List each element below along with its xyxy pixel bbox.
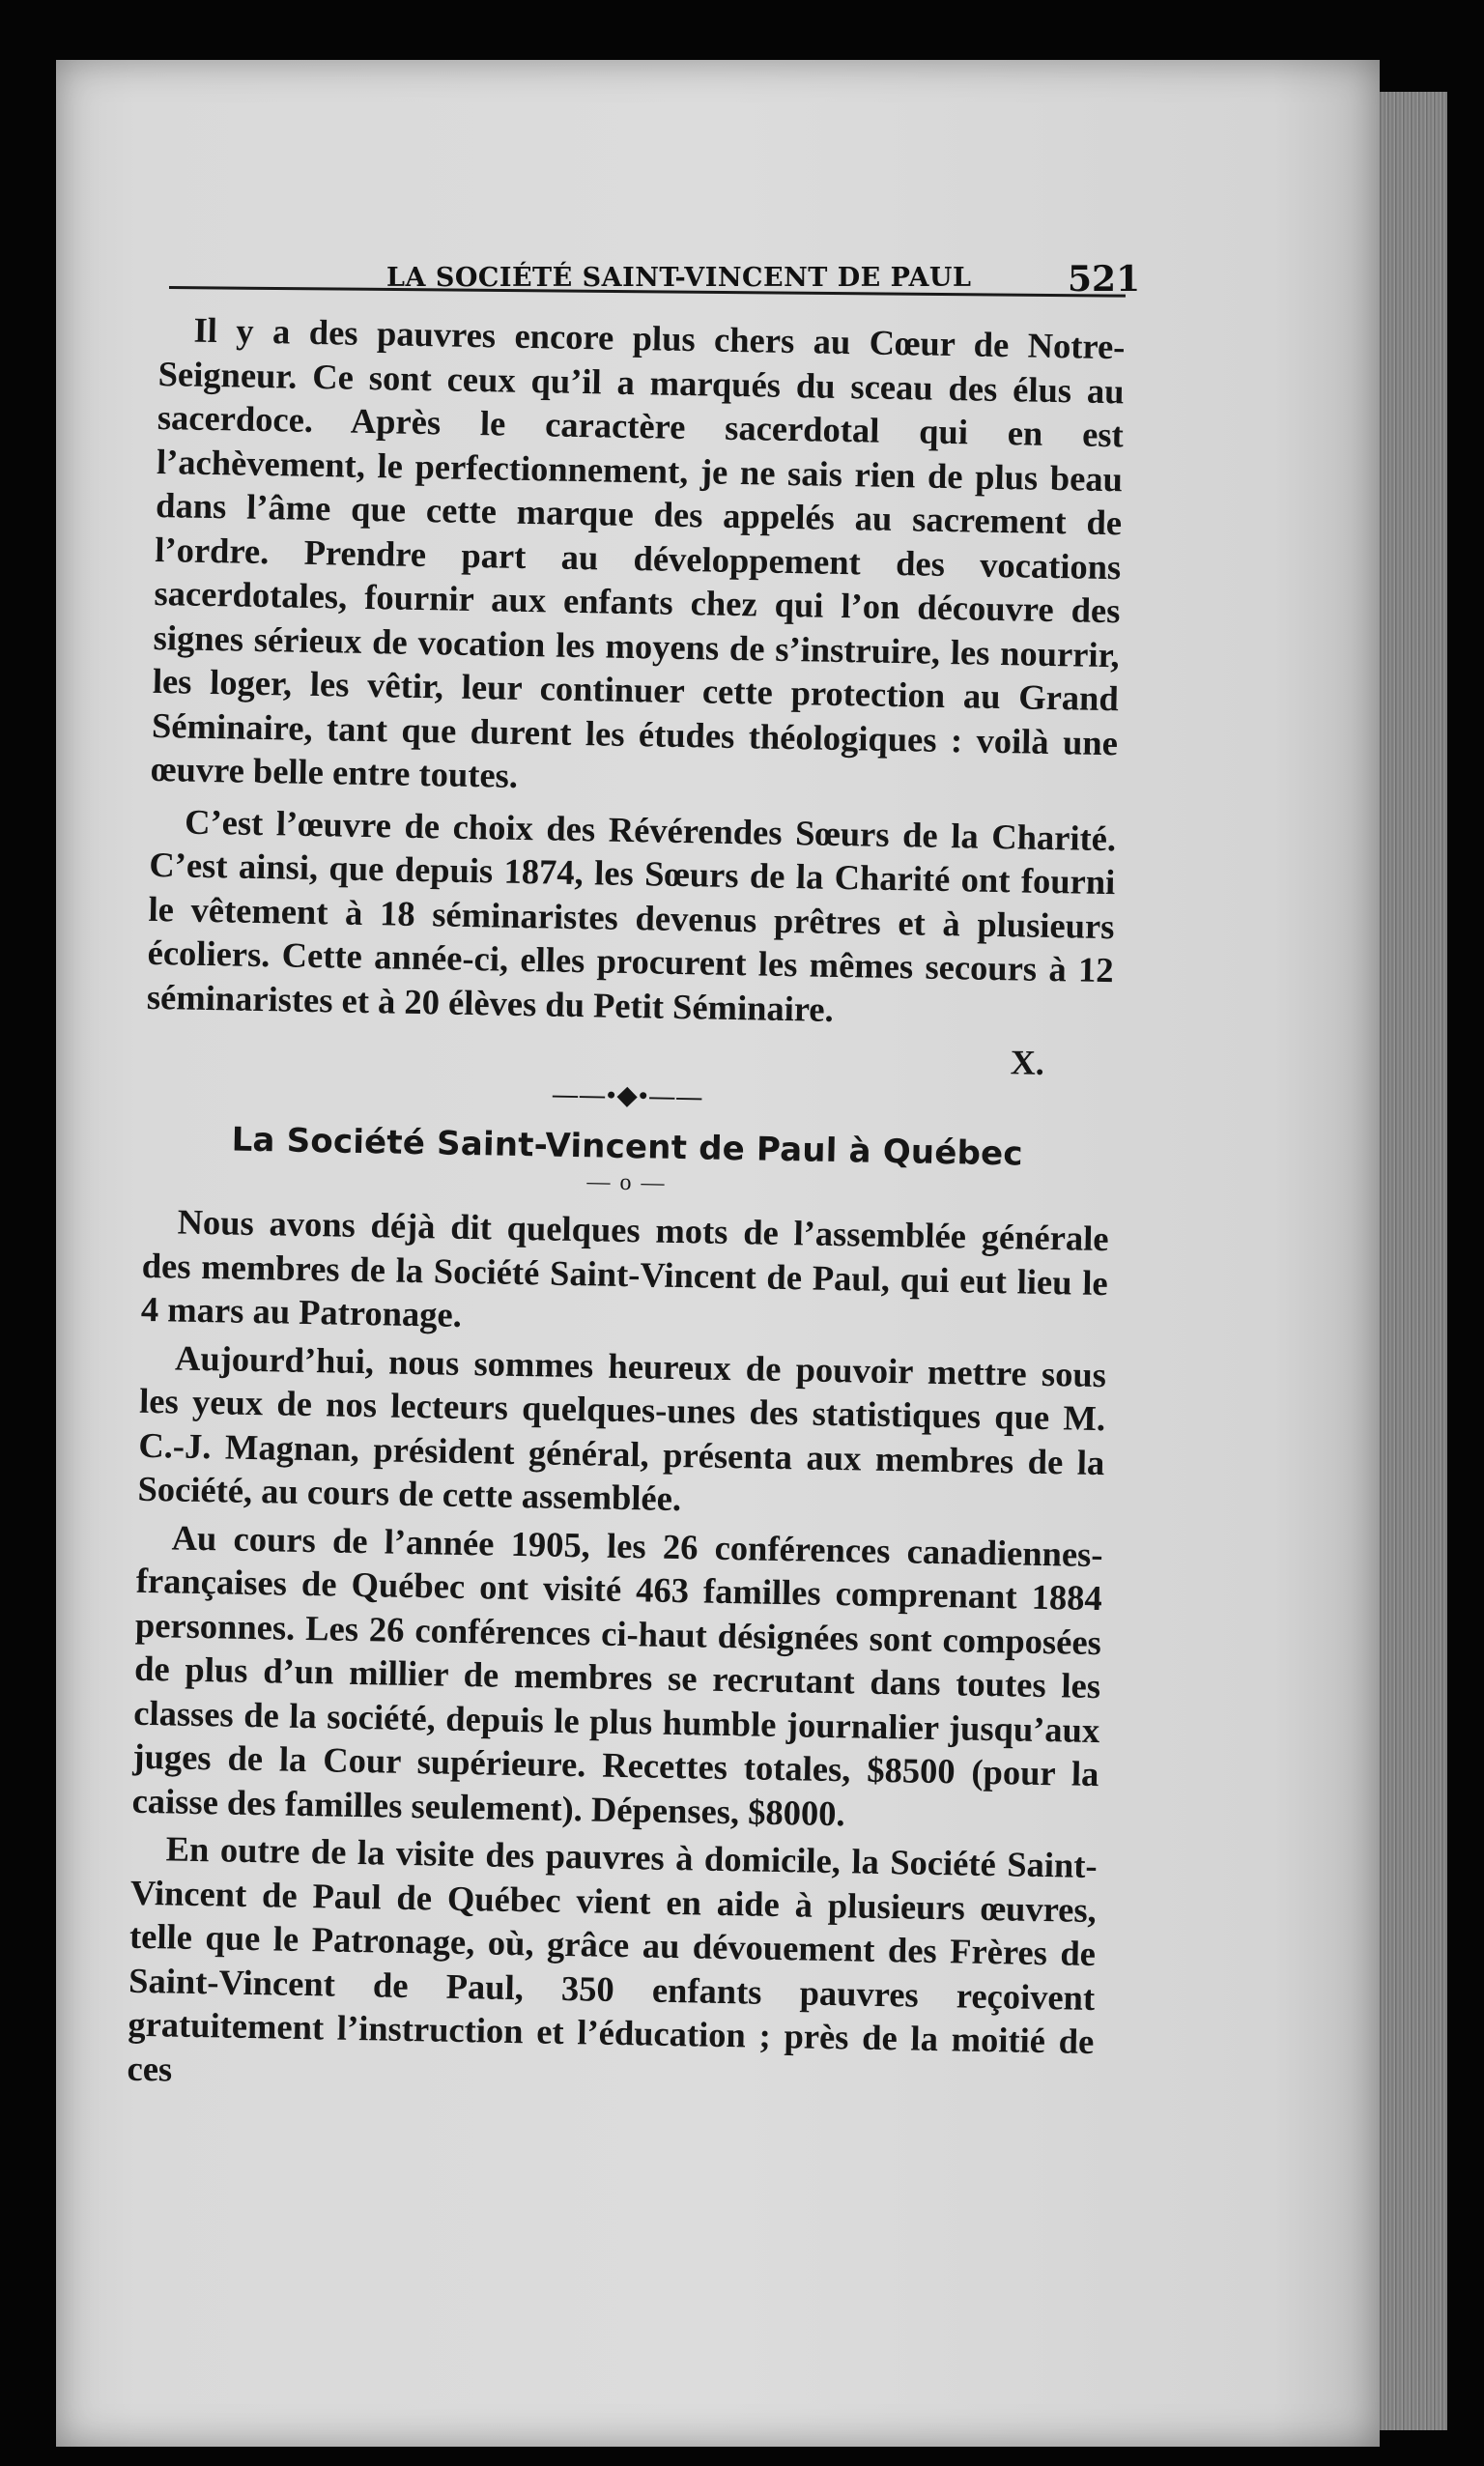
- signature: X.: [1010, 1043, 1045, 1082]
- page-edges: [1380, 92, 1447, 2430]
- running-head: LA SOCIÉTÉ SAINT-VINCENT DE PAUL: [386, 263, 972, 293]
- paragraph: En outre de la visite des pauvres à domicile, la Société Saint-Vincent de Paul de Québec vient en aide à plusieurs œuvres, telle que le Patronage, où, grâce au dévouement des Frères de Saint-Vincent de Paul, 350 enfants pauvres reçoivent gratuitement l’instruction et l’éducation ; près de la moitié de ces: [127, 1828, 1098, 2089]
- paragraph: Il y a des pauvres encore plus chers au Cœur de Notre-Seigneur. Ce sont ceux qu’il a marqués du sceau des élus au sacerdoce. Après le caractère sacerdotal qui en est l’achèvement, le perfectionnement, je ne sais rien de plus beau dans l’âme que cette marque des appelés au sacrement de l’ordre. Prendre part au développement des vocations sacerdotales, fournir aux enfants chez qui l’on découvre des signes sérieux de vocation les moyens de s’instruire, les nourrir, les loger, les vêtir, leur continuer cette protection au Grand Séminaire, tant que durent les études théologiques : voilà une œuvre belle entre toutes.: [150, 309, 1126, 795]
- paragraph: C’est l’œuvre de choix des Révérendes Sœurs de la Charité. C’est ainsi, que depuis 1874, les Sœurs de la Charité ont fourni le vêtement à 18 séminaristes devenus prêtres et à plusieurs écoliers. Cette année-ci, elles procurent les mêmes secours à 12 séminaristes et à 20 élèves du Petit Séminaire.: [146, 801, 1117, 1029]
- paragraph: Aujourd’hui, nous sommes heureux de pouvoir mettre sous les yeux de nos lecteurs quelques-unes des statistiques que M. C.-J. Magnan, président général, présenta aux membres de la Société, au cours de cette assemblée.: [137, 1336, 1107, 1519]
- paragraph: Au cours de l’année 1905, les 26 conférences canadiennes-françaises de Québec ont visité 463 familles comprenant 1884 personnes. Les 26 conférences ci-haut désignées sont composées de plus d’un millier de membres se recrutant dans toutes les classes de la société, depuis le plus humble journalier jusqu’aux juges de la Cour supérieure. Recettes totales, $8500 (pour la caisse des familles seulement). Dépenses, $8000.: [131, 1516, 1103, 1833]
- paragraph: Nous avons déjà dit quelques mots de l’assemblée générale des membres de la Société Saint-Vincent de Paul, qui eut lieu le 4 mars au Patronage.: [140, 1201, 1109, 1334]
- page-body: [127, 307, 1126, 2108]
- page-number: 521: [1068, 259, 1141, 300]
- section-divider-ornament: ——•◆•——: [552, 1079, 704, 1111]
- section-title: La Société Saint-Vincent de Paul à Québec: [231, 1120, 1024, 1174]
- title-ornament: — o —: [586, 1169, 667, 1196]
- page-header: [169, 259, 1141, 313]
